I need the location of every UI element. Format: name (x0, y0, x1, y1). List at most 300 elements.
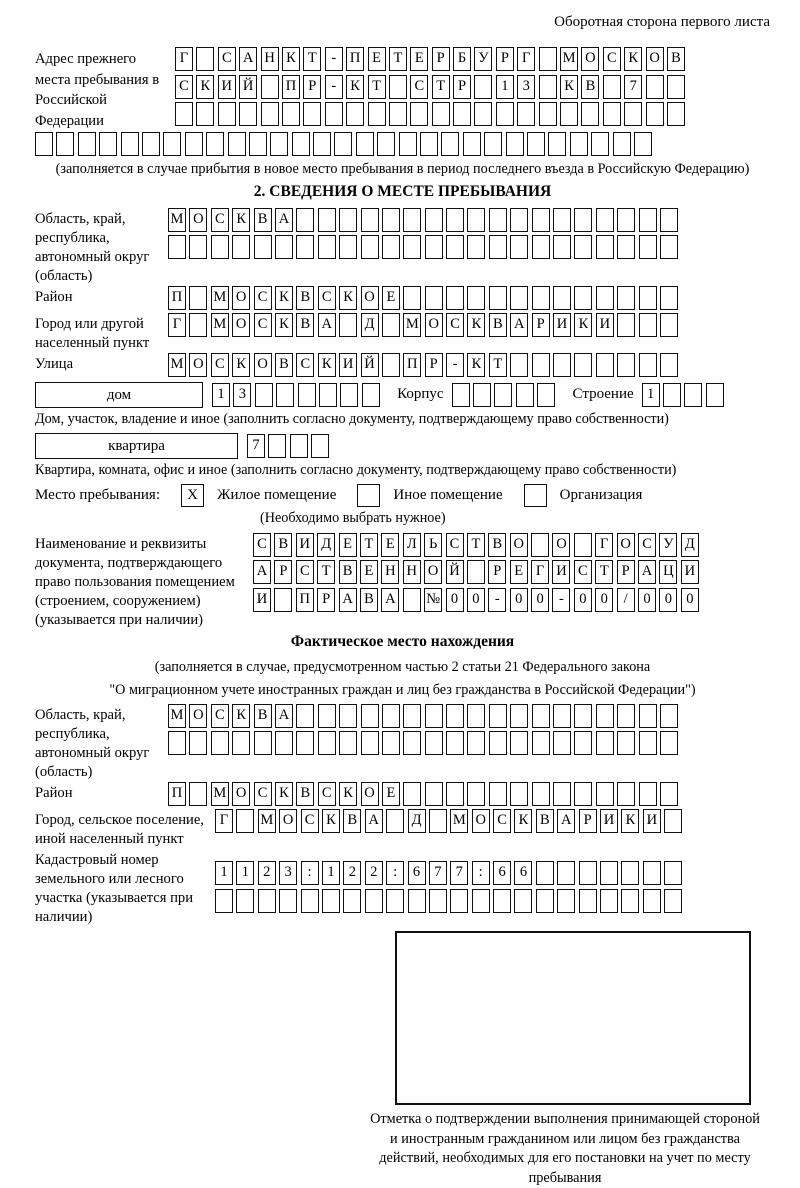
apartment-cells (247, 434, 333, 458)
stay-type-other-label: Иное помещение (393, 486, 503, 503)
form-cell: В (488, 533, 506, 557)
form-cell (425, 235, 443, 259)
form-cell (292, 132, 310, 156)
form-cell: Г (168, 313, 186, 337)
form-cell (600, 861, 618, 885)
form-cell (510, 731, 528, 755)
form-cell: М (403, 313, 421, 337)
form-cell: О (425, 313, 443, 337)
form-cell (617, 208, 635, 232)
form-cell (596, 782, 614, 806)
form-cell (553, 704, 571, 728)
form-cell: О (361, 286, 379, 310)
form-cell: К (514, 809, 532, 833)
form-cell: : (301, 861, 319, 885)
form-cell (532, 782, 550, 806)
form-cell (249, 132, 267, 156)
form-cell: О (510, 533, 528, 557)
document-row-2 (253, 560, 702, 584)
form-cell (255, 383, 273, 407)
form-cell: М (258, 809, 276, 833)
form-cell (232, 731, 250, 755)
street-field (35, 353, 770, 381)
form-cell: Д (361, 313, 379, 337)
prev-address-note: (заполняется в случае прибытия в новое место пребывания в период последнего въезда в Российскую Федерацию) (55, 160, 750, 177)
form-cell: Т (432, 75, 450, 99)
form-cell: Т (489, 353, 507, 377)
form-cell (403, 782, 421, 806)
form-cell (489, 731, 507, 755)
form-cell: С (254, 286, 272, 310)
form-cell (239, 102, 257, 126)
form-cell: Н (403, 560, 421, 584)
form-cell: Р (496, 47, 514, 71)
form-cell (581, 102, 599, 126)
form-cell: Д (408, 809, 426, 833)
form-cell: О (424, 560, 442, 584)
form-cell (467, 235, 485, 259)
form-cell: О (232, 782, 250, 806)
form-cell (532, 353, 550, 377)
form-cell: Д (681, 533, 699, 557)
form-cell (189, 782, 207, 806)
form-cell (621, 889, 639, 913)
actual-district-field (35, 782, 770, 810)
form-cell (258, 889, 276, 913)
form-cell (467, 560, 485, 584)
form-cell (313, 132, 331, 156)
form-cell: 1 (642, 383, 660, 407)
form-cell (425, 782, 443, 806)
form-cell: К (275, 782, 293, 806)
form-cell: С (446, 313, 464, 337)
form-cell (532, 286, 550, 310)
form-cell (319, 383, 337, 407)
form-cell (296, 704, 314, 728)
form-cell: К (467, 353, 485, 377)
form-cell (425, 731, 443, 755)
form-cell: С (296, 353, 314, 377)
form-cell (596, 704, 614, 728)
form-cell (56, 132, 74, 156)
form-cell (142, 132, 160, 156)
form-cell (596, 286, 614, 310)
form-cell (279, 889, 297, 913)
form-cell (446, 782, 464, 806)
form-cell: 1 (322, 861, 340, 885)
form-cell (215, 889, 233, 913)
form-cell: О (189, 353, 207, 377)
form-cell (706, 383, 724, 407)
form-cell (382, 235, 400, 259)
form-cell: К (275, 313, 293, 337)
form-cell: Г (531, 560, 549, 584)
form-cell: М (450, 809, 468, 833)
form-cell (617, 235, 635, 259)
form-cell: К (467, 313, 485, 337)
document-cells (253, 533, 702, 616)
form-cell: 0 (638, 588, 656, 612)
form-cell: Й (446, 560, 464, 584)
form-cell (603, 75, 621, 99)
form-cell: К (560, 75, 578, 99)
form-cell (472, 889, 490, 913)
form-cell: П (296, 588, 314, 612)
form-cell (494, 383, 512, 407)
form-cell (591, 132, 609, 156)
form-cell: 3 (279, 861, 297, 885)
form-cell (617, 782, 635, 806)
form-cell (596, 235, 614, 259)
form-cell: Ь (424, 533, 442, 557)
form-cell (474, 75, 492, 99)
form-cell (368, 102, 386, 126)
form-cell: А (510, 313, 528, 337)
form-cell (514, 889, 532, 913)
form-cell (639, 731, 657, 755)
form-cell: А (339, 588, 357, 612)
form-cell (664, 861, 682, 885)
form-cell: 7 (450, 861, 468, 885)
actual-region-cells (168, 704, 681, 759)
form-cell: Е (382, 286, 400, 310)
form-cell: О (232, 286, 250, 310)
form-cell (403, 588, 421, 612)
form-cell: К (232, 704, 250, 728)
form-cell: К (624, 47, 642, 71)
form-cell (557, 861, 575, 885)
form-cell: И (596, 313, 614, 337)
form-cell (574, 286, 592, 310)
form-cell (282, 102, 300, 126)
region-row-2 (168, 235, 681, 259)
street-label: Улица (35, 356, 74, 372)
form-cell (382, 704, 400, 728)
form-cell (537, 383, 555, 407)
korpus-cells (452, 383, 559, 407)
form-cell (196, 47, 214, 71)
stay-type-residential-label: Жилое помещение (217, 486, 337, 503)
form-cell (189, 313, 207, 337)
form-cell: К (346, 75, 364, 99)
form-cell: И (643, 809, 661, 833)
prev-address-cells (175, 47, 688, 130)
cadastre-row-1 (215, 861, 686, 885)
form-cell (467, 208, 485, 232)
form-cell (389, 75, 407, 99)
form-cell (399, 132, 417, 156)
form-cell (596, 208, 614, 232)
form-cell: М (211, 313, 229, 337)
city-label: Город или другой населенный пункт (35, 316, 150, 351)
form-cell (536, 889, 554, 913)
form-cell: О (581, 47, 599, 71)
section2-title: 2. СВЕДЕНИЯ О МЕСТЕ ПРЕБЫВАНИЯ (253, 182, 552, 200)
form-cell (35, 132, 53, 156)
form-cell (168, 731, 186, 755)
form-cell: Е (360, 560, 378, 584)
stroenie-cells (642, 383, 728, 407)
form-cell: С (318, 286, 336, 310)
city-row (168, 313, 681, 337)
form-cell (452, 383, 470, 407)
form-cell (382, 353, 400, 377)
city-field (35, 313, 770, 353)
form-cell (510, 286, 528, 310)
region-cells (168, 208, 681, 263)
form-cell: П (346, 47, 364, 71)
form-cell (639, 782, 657, 806)
form-cell (339, 704, 357, 728)
form-cell: С (254, 313, 272, 337)
form-cell: 0 (510, 588, 528, 612)
form-cell (446, 286, 464, 310)
form-cell (318, 208, 336, 232)
form-cell: А (365, 809, 383, 833)
form-cell: В (581, 75, 599, 99)
form-cell (621, 861, 639, 885)
form-cell: 2 (365, 861, 383, 885)
form-cell (557, 889, 575, 913)
form-cell: О (361, 782, 379, 806)
form-cell: Е (510, 560, 528, 584)
form-cell (639, 286, 657, 310)
form-cell (527, 132, 545, 156)
region-row-1 (168, 208, 681, 232)
form-cell (403, 208, 421, 232)
form-cell: Р (317, 588, 335, 612)
form-cell: 0 (681, 588, 699, 612)
form-cell (403, 235, 421, 259)
form-cell (382, 731, 400, 755)
form-cell (301, 889, 319, 913)
form-cell: 1 (236, 861, 254, 885)
form-cell (218, 102, 236, 126)
form-cell (361, 208, 379, 232)
form-cell (389, 102, 407, 126)
form-cell: О (279, 809, 297, 833)
form-cell: С (493, 809, 511, 833)
form-cell: Р (617, 560, 635, 584)
actual-region-row-2 (168, 731, 681, 755)
form-cell (377, 132, 395, 156)
form-cell (646, 102, 664, 126)
form-cell: К (232, 353, 250, 377)
form-cell (553, 353, 571, 377)
form-cell (574, 731, 592, 755)
form-cell (290, 434, 308, 458)
form-cell: Г (175, 47, 193, 71)
form-cell (206, 132, 224, 156)
form-cell: В (254, 704, 272, 728)
form-cell (232, 235, 250, 259)
form-cell (403, 286, 421, 310)
form-cell (639, 313, 657, 337)
form-cell: 0 (574, 588, 592, 612)
form-cell: У (659, 533, 677, 557)
form-cell (163, 132, 181, 156)
form-cell (185, 132, 203, 156)
form-cell: А (253, 560, 271, 584)
form-cell (489, 782, 507, 806)
form-cell (660, 235, 678, 259)
form-cell (603, 102, 621, 126)
form-cell (660, 731, 678, 755)
form-cell: В (254, 208, 272, 232)
form-cell (510, 208, 528, 232)
form-cell (254, 731, 272, 755)
document-row-3 (253, 588, 702, 612)
form-cell (270, 132, 288, 156)
form-cell: И (552, 560, 570, 584)
form-cell (361, 235, 379, 259)
form-cell: Т (317, 560, 335, 584)
form-cell (386, 809, 404, 833)
form-cell (429, 889, 447, 913)
form-cell: 7 (624, 75, 642, 99)
form-cell: В (489, 313, 507, 337)
form-cell (596, 731, 614, 755)
form-cell (660, 782, 678, 806)
form-cell: О (254, 353, 272, 377)
form-cell (579, 861, 597, 885)
form-cell: 0 (659, 588, 677, 612)
form-cell (467, 731, 485, 755)
form-cell: 6 (514, 861, 532, 885)
region-field (35, 208, 770, 286)
form-cell: 0 (446, 588, 464, 612)
form-cell: № (424, 588, 442, 612)
form-cell (168, 235, 186, 259)
form-cell: И (218, 75, 236, 99)
region-label: Область, край, республика, автономный округ (область) (35, 210, 150, 284)
form-cell (643, 861, 661, 885)
form-cell: 7 (247, 434, 265, 458)
form-cell (516, 383, 534, 407)
form-cell (339, 208, 357, 232)
prev-address-label: Адрес прежнего места пребывания в Российской Федерации (35, 51, 160, 129)
form-cell (510, 704, 528, 728)
form-cell: А (557, 809, 575, 833)
form-cell (639, 353, 657, 377)
form-cell: Т (303, 47, 321, 71)
form-cell (410, 102, 428, 126)
form-cell: О (232, 313, 250, 337)
form-cell: С (446, 533, 464, 557)
document-row-1 (253, 533, 702, 557)
form-cell (121, 132, 139, 156)
form-cell: И (339, 353, 357, 377)
cadastre-cells (215, 861, 686, 916)
form-cell: : (472, 861, 490, 885)
stay-type-label: Место пребывания: (35, 486, 160, 503)
form-cell: Н (381, 560, 399, 584)
form-cell: Л (403, 533, 421, 557)
form-cell (548, 132, 566, 156)
form-cell (574, 704, 592, 728)
form-cell (189, 235, 207, 259)
form-cell (496, 102, 514, 126)
form-cell: - (325, 47, 343, 71)
form-cell (361, 731, 379, 755)
form-cell (532, 731, 550, 755)
form-cell (211, 235, 229, 259)
actual-city-field (35, 809, 770, 849)
form-cell: С (254, 782, 272, 806)
district-row (168, 286, 681, 310)
prev-address-row-4 (35, 132, 770, 156)
form-cell (425, 704, 443, 728)
form-cell: С (574, 560, 592, 584)
form-cell: Р (432, 47, 450, 71)
actual-district-row (168, 782, 681, 806)
stroenie-label: Строение (572, 386, 634, 402)
form-cell (362, 383, 380, 407)
form-cell: Е (368, 47, 386, 71)
form-cell: С (253, 533, 271, 557)
form-cell: Е (382, 782, 400, 806)
form-cell (574, 353, 592, 377)
form-cell: 6 (408, 861, 426, 885)
form-cell (646, 75, 664, 99)
form-cell: Р (425, 353, 443, 377)
form-cell (553, 286, 571, 310)
prev-address-row-2 (175, 75, 688, 99)
form-cell (343, 889, 361, 913)
form-cell: Г (517, 47, 535, 71)
form-cell (382, 208, 400, 232)
actual-location-title: Фактическое место нахождения (290, 632, 515, 650)
form-cell: М (168, 208, 186, 232)
form-cell (617, 704, 635, 728)
form-cell: К (282, 47, 300, 71)
form-cell (189, 286, 207, 310)
form-cell: Ц (659, 560, 677, 584)
form-cell: Т (389, 47, 407, 71)
form-cell: А (318, 313, 336, 337)
form-cell (322, 889, 340, 913)
street-row (168, 353, 681, 377)
form-cell (596, 353, 614, 377)
form-cell (403, 731, 421, 755)
actual-location-note-1: (заполняется в случае, предусмотренном частью 2 статьи 21 Федерального закона (154, 658, 651, 675)
form-cell (408, 889, 426, 913)
actual-region-label: Область, край, республика, автономный округ (область) (35, 706, 150, 780)
form-cell (453, 102, 471, 126)
form-cell: К (574, 313, 592, 337)
form-cell (531, 533, 549, 557)
form-cell (600, 889, 618, 913)
form-cell: В (536, 809, 554, 833)
form-cell: Т (360, 533, 378, 557)
form-cell (296, 731, 314, 755)
form-cell (489, 704, 507, 728)
form-cell: Р (488, 560, 506, 584)
form-cell: Е (410, 47, 428, 71)
form-cell: С (218, 47, 236, 71)
form-cell: К (339, 286, 357, 310)
form-cell (624, 102, 642, 126)
form-cell: С (318, 782, 336, 806)
form-cell (318, 731, 336, 755)
form-cell (510, 353, 528, 377)
form-cell: С (175, 75, 193, 99)
form-cell (489, 286, 507, 310)
form-cell: Т (595, 560, 613, 584)
cadastre-label: Кадастровый номер земельного или лесного участка (указывается при наличии) (35, 852, 194, 925)
actual-region-row-1 (168, 704, 681, 728)
form-cell: 1 (496, 75, 514, 99)
